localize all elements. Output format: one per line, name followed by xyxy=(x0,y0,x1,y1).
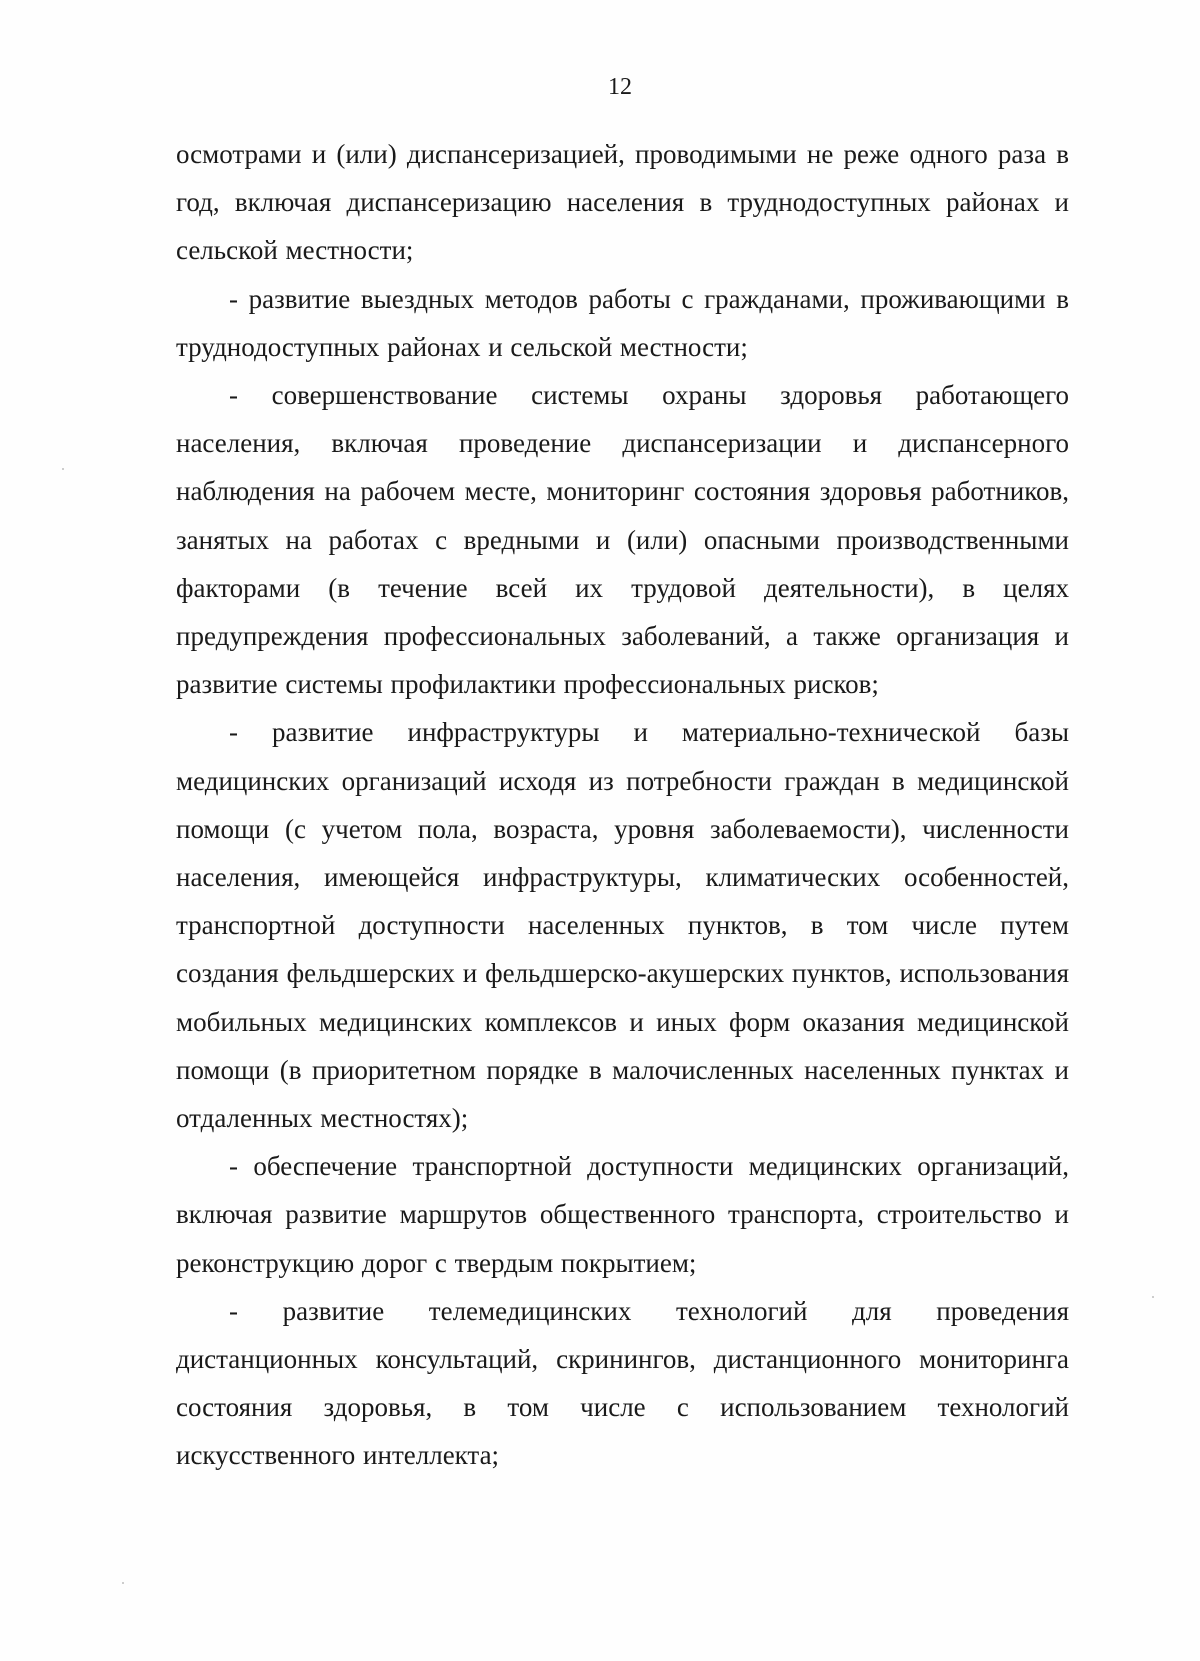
paragraph-3: - совершенствование системы охраны здоровья работающего населения, включая проведение диспансеризации и диспансерного наблюдения на рабочем месте, мониторинг состояния здоровья работников, занятых на работах с вредными и (или) опасными производственными факторами (в течение всей их трудовой деятельности), в целях предупреждения профессиональных заболеваний, а также организация и развитие системы профилактики профессиональных рисков; xyxy=(176,380,1069,700)
document-body xyxy=(176,130,1069,1480)
paragraph-1: осмотрами и (или) диспансеризацией, проводимыми не реже одного раза в год, включая диспансеризацию населения в труднодоступных районах и сельской местности; xyxy=(176,139,1069,266)
scan-artifact xyxy=(62,468,64,470)
paragraph-4: - развитие инфраструктуры и материально-технической базы медицинских организаций исходя из потребности граждан в медицинской помощи (с учетом пола, возраста, уровня заболеваемости), численности населения, имеющейся инфраструктуры, климатических особенностей, транспортной доступности населенных пунктов, в том числе путем создания фельдшерских и фельдшерско-акушерских пунктов, использования мобильных медицинских комплексов и иных форм оказания медицинской помощи (в приоритетном порядке в малочисленных населенных пунктах и отдаленных местностях); xyxy=(176,717,1069,1134)
page-number: 12 xyxy=(608,74,632,100)
paragraph-2: - развитие выездных методов работы с гражданами, проживающими в труднодоступных районах и сельской местности; xyxy=(176,283,1069,362)
paragraph-5: - обеспечение транспортной доступности медицинских организаций, включая развитие маршрутов общественного транспорта, строительство и реконструкцию дорог с твердым покрытием; xyxy=(176,1151,1069,1278)
scan-artifact xyxy=(122,1582,124,1584)
scan-artifact xyxy=(1152,1296,1154,1298)
paragraph-6: - развитие телемедицинских технологий для проведения дистанционных консультаций, скринингов, дистанционного мониторинга состояния здоровья, в том числе с использованием технологий искусственного интеллекта; xyxy=(176,1295,1069,1471)
